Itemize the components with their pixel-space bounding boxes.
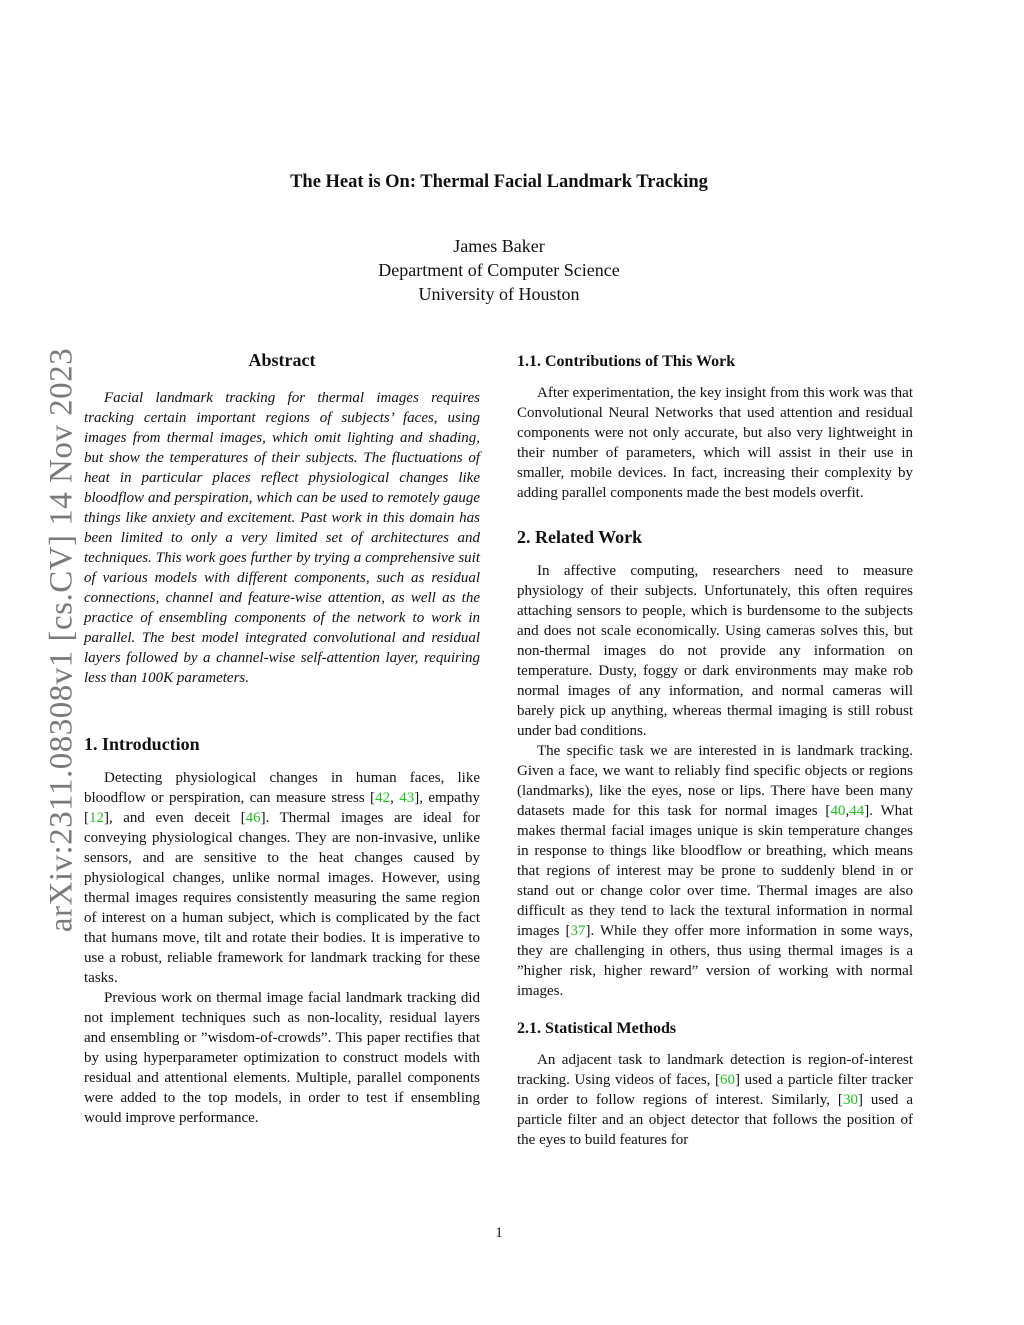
abstract-heading: Abstract bbox=[248, 350, 316, 370]
text-span: ], and even deceit [ bbox=[104, 810, 246, 826]
text-span: , bbox=[390, 790, 400, 806]
text-span: The specific task we are interested in is landmark tracking. Given a face, we want to reliably find specific objects or regions (landmarks), like the eyes, nose or lips. There have been many datasets made for this task for normal images [ bbox=[517, 743, 913, 819]
text-span: ] used a particle filter and an object detector that follows the position of the eyes to build features for bbox=[517, 1092, 913, 1148]
citation-link[interactable]: 37 bbox=[570, 923, 586, 939]
related-work-heading: 2. Related Work bbox=[517, 527, 643, 547]
introduction-heading: 1. Introduction bbox=[84, 734, 200, 754]
left-column bbox=[84, 348, 480, 1128]
citation-link[interactable]: 42 bbox=[375, 790, 391, 806]
text-span: ]. What makes thermal facial images unique is skin temperature changes in response to things like bloodflow or breathing, which means that regions of interest may be prone to suddenly blend in or stand out or change color over time. Thermal images are also difficult as they tend to lack the textural information in normal images [ bbox=[517, 803, 913, 939]
page-number: 1 bbox=[495, 1225, 503, 1241]
abstract-text: Facial landmark tracking for thermal images requires tracking certain important regions of subjects’ faces, using images from thermal images, which omit lighting and shading, but show the temperatures of their subjects. The fluctuations of heat in particular places reflect physiological changes like bloodflow and perspiration, which can be used to remotely gauge things like anxiety and excitement. Past work in this domain has been limited to only a very limited set of architectures and techniques. This work goes further by trying a comprehensive suit of various models with different components, such as residual connections, channel and feature-wise attention, as well as the practice of ensembling components of the network to work in parallel. The best model integrated convolutional and residual layers followed by a channel-wise self-attention layer, requiring less than 100K parameters. bbox=[84, 390, 480, 686]
text-span: ]. While they offer more information in some ways, they are challenging in others, thus using thermal images is a ”higher risk, higher reward” version of working with normal images. bbox=[517, 923, 913, 999]
citation-link[interactable]: 40 bbox=[830, 803, 846, 819]
paper-title: The Heat is On: Thermal Facial Landmark Tracking bbox=[290, 172, 708, 192]
citation-link[interactable]: 30 bbox=[842, 1092, 858, 1108]
citation-link[interactable]: 44 bbox=[849, 803, 865, 819]
text-span: Detecting physiological changes in human faces, like bloodflow or perspiration, can measure stress [ bbox=[84, 770, 480, 806]
citation-link[interactable]: 43 bbox=[399, 790, 415, 806]
introduction-paragraph-2: Previous work on thermal image facial landmark tracking did not implement techniques such as non-locality, residual layers and ensembling or ”wisdom-of-crowds”. This paper rectifies that by using hyperparameter optimization to construct models with residual and attentional elements. Multiple, parallel components were added to the top models, in order to test if ensembling would improve performance. bbox=[84, 990, 480, 1126]
citation-link[interactable]: 46 bbox=[245, 810, 261, 826]
statistical-methods-heading: 2.1. Statistical Methods bbox=[517, 1020, 677, 1037]
introduction-paragraph-1 bbox=[84, 768, 480, 988]
author-university: University of Houston bbox=[418, 284, 580, 304]
related-work-paragraph-2 bbox=[517, 741, 913, 1001]
arxiv-identifier: arXiv:2311.08308v1 [cs.CV] 14 Nov 2023 bbox=[43, 347, 80, 933]
related-work-paragraph-1: In affective computing, researchers need to measure physiology of their subjects. Unfortunately, this often requires attaching sensors to people, which is burdensome to the subjects and does not scale economically. Using cameras solves this, but non-thermal images do not provide any information on temperature. Dusty, foggy or dark environments may make rob normal images of any information, and normal cameras will barely pick up anything, whereas thermal imaging is still robust under bad conditions. bbox=[517, 563, 913, 739]
citation-link[interactable]: 60 bbox=[720, 1072, 736, 1088]
author-department: Department of Computer Science bbox=[378, 260, 620, 280]
text-span: , bbox=[845, 803, 850, 819]
contributions-paragraph: After experimentation, the key insight from this work was that Convolutional Neural Networks that used attention and residual components were not only accurate, but also very lightweight in their number of parameters, which will assist in their use in smaller, mobile devices. In fact, increasing their complexity by adding parallel components made the best models overfit. bbox=[517, 385, 913, 501]
statistical-methods-paragraph bbox=[517, 1050, 913, 1150]
citation-link[interactable]: 12 bbox=[89, 810, 104, 826]
author-name: James Baker bbox=[453, 236, 545, 256]
right-column bbox=[517, 348, 913, 1150]
contributions-heading: 1.1. Contributions of This Work bbox=[517, 353, 736, 370]
text-span: ], empathy [ bbox=[84, 790, 481, 826]
text-span: An adjacent task to landmark detection is region-of-interest tracking. Using videos of faces, [ bbox=[517, 1052, 913, 1088]
author-block bbox=[0, 234, 998, 306]
text-span: ]. Thermal images are ideal for conveying physiological changes. They are non-invasive, unlike sensors, and are sensitive to the heat changes caused by physiological changes, unlike normal images. However, using thermal images requires consistently measuring the same region of interest on a human subject, which is complicated by the fact that humans move, tilt and rotate their bodies. It is imperative to use a robust, reliable framework for landmark tracking for these tasks. bbox=[84, 810, 480, 986]
text-span: ] used a particle filter tracker in order to follow regions of interest. Similarly, [ bbox=[517, 1072, 913, 1108]
